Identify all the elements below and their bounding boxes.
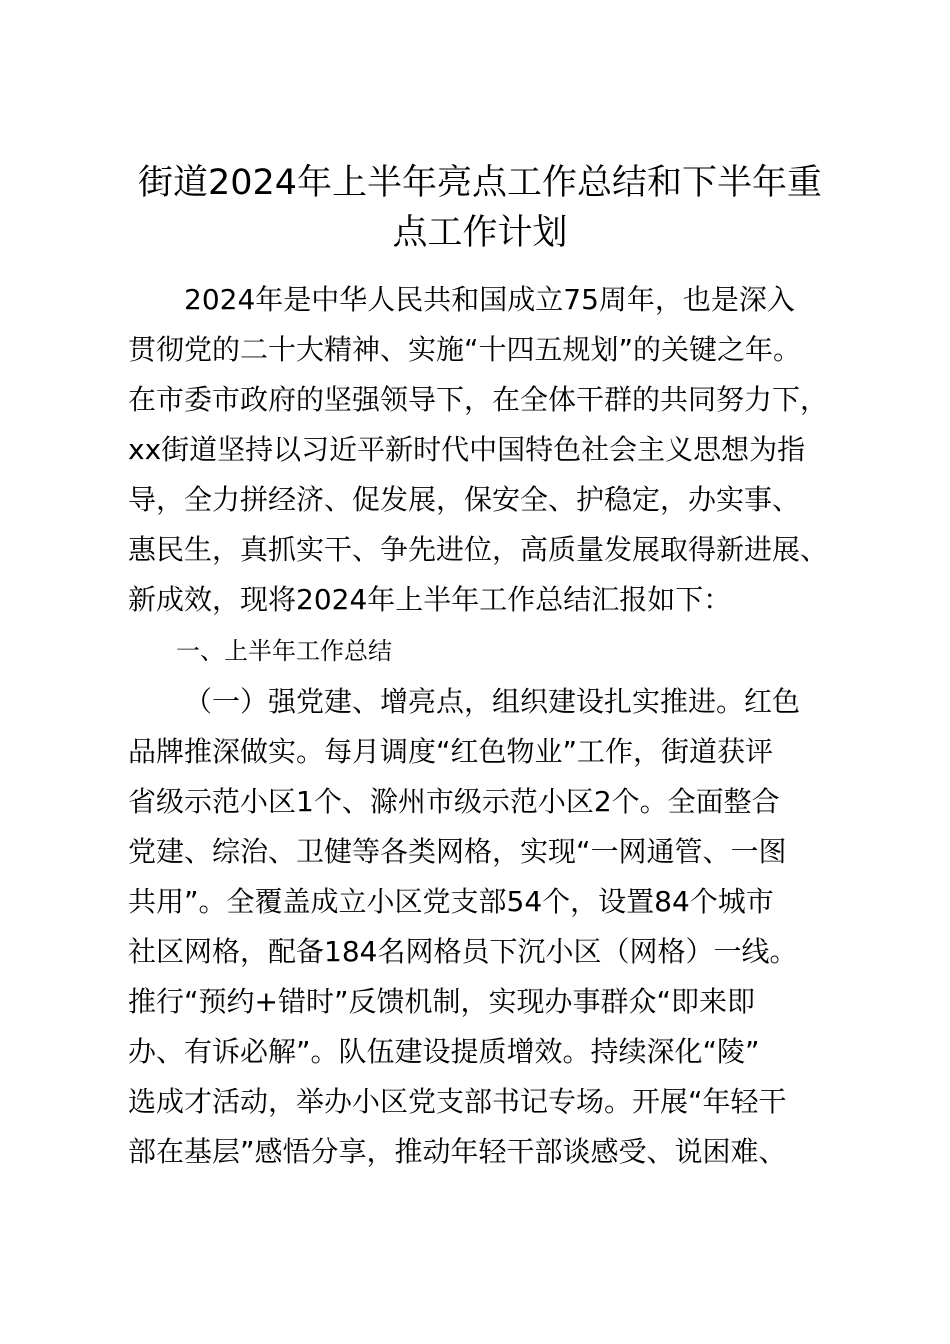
section-line: （一）强党建、增亮点，组织建设扎实推进。红色 [184,685,801,718]
section-line: 部在基层”感悟分享，推动年轻干部谈感受、说困难、 [128,1135,787,1168]
document-title-line-2: 点工作计划 [392,213,568,253]
section-line: 选成才活动，举办小区党支部书记专场。开展“年轻干 [128,1085,787,1118]
intro-line: 在市委市政府的坚强领导下，在全体干群的共同努力下， [128,383,829,416]
document-title-line-1: 街道2024年上半年亮点工作总结和下半年重 [137,163,823,203]
section-line: 社区网格，配备184名网格员下沉小区（网格）一线。 [128,935,798,968]
section-heading: 一、上半年工作总结 [176,637,392,665]
section-line: 办、有诉必解”。队伍建设提质增效。持续深化“陵” [128,1035,760,1068]
section-line: 推行“预约+错时”反馈机制，实现办事群众“即来即 [128,985,755,1018]
section-line: 省级示范小区1个、滁州市级示范小区2个。全面整合 [128,785,780,818]
intro-line: 惠民生，真抓实干、争先进位，高质量发展取得新进展、 [128,533,829,566]
intro-line: 新成效，现将2024年上半年工作总结汇报如下： [128,583,732,616]
section-line: 党建、综治、卫健等各类网格，实现“一网通管、一图 [128,835,787,868]
intro-line: xx街道坚持以习近平新时代中国特色社会主义思想为指 [128,433,806,466]
intro-line: 贯彻党的二十大精神、实施“十四五规划”的关键之年。 [128,333,802,366]
section-line: 品牌推深做实。每月调度“红色物业”工作，街道获评 [128,735,774,768]
intro-line: 导，全力拼经济、促发展，保安全、护稳定，办实事、 [128,483,801,516]
intro-line: 2024年是中华人民共和国成立75周年，也是深入 [184,283,795,316]
section-line: 共用”。全覆盖成立小区党支部54个，设置84个城市 [128,885,774,918]
